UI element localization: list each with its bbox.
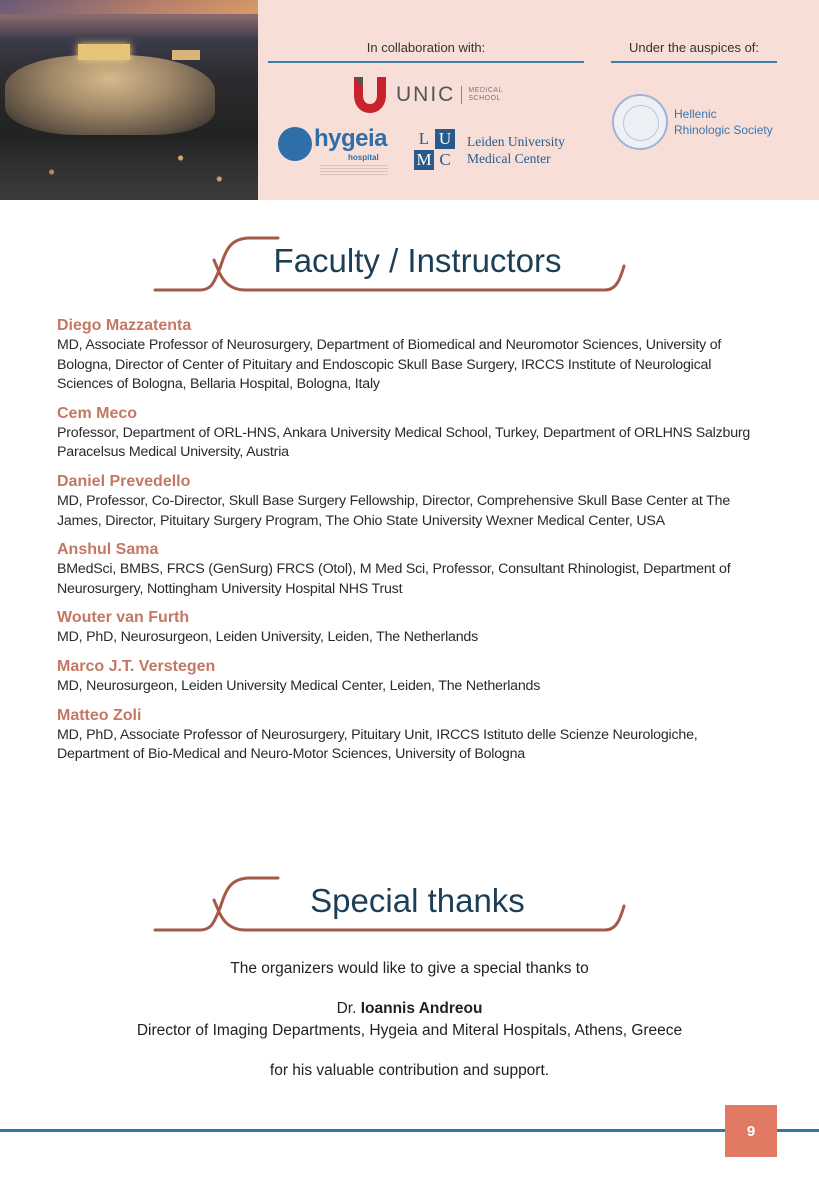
member-name: Anshul Sama [57, 541, 159, 559]
page-number-badge: 9 [725, 1105, 777, 1157]
lumc-emblem-icon [414, 129, 455, 170]
unic-shield-icon [354, 77, 386, 113]
hygeia-name: hygeia [314, 125, 388, 152]
faculty-member [57, 404, 757, 463]
unic-logo [354, 77, 503, 113]
society-name-line2: Rhinologic Society [674, 123, 773, 137]
unic-sub-line2: SCHOOL [468, 95, 501, 102]
thanks-title: Special thanks [310, 882, 525, 919]
unic-subtitle [468, 87, 503, 103]
lumc-letter: U [435, 129, 455, 149]
member-description: MD, PhD, Associate Professor of Neurosurgery, Pituitary Unit, IRCCS Istituto delle Scienze Neurologiche, Department of Bio-Medical and Neuro-Motor Sciences, University of Bologna [57, 726, 698, 763]
member-name: Wouter van Furth [57, 609, 190, 627]
member-name: Matteo Zoli [57, 706, 142, 724]
member-name: Cem Meco [57, 404, 138, 422]
honoree-prefix: Dr. [336, 1000, 357, 1017]
society-seal-icon [612, 94, 668, 150]
header-banner [0, 0, 819, 200]
society-name-line1: Hellenic [674, 107, 717, 121]
collaboration-label: In collaboration with: [366, 40, 486, 55]
honoree-name: Ioannis Andreou [360, 1000, 483, 1017]
faculty-member [57, 608, 757, 648]
lumc-letter: M [414, 150, 434, 170]
collaboration-divider [268, 61, 584, 63]
thanks-closing: for his valuable contribution and support. [269, 1062, 550, 1079]
member-description: BMedSci, BMBS, FRCS (GenSurg) FRCS (Otol), M Med Sci, Professor, Consultant Rhinologist, Department of Neurosurgery, Nottingham University Hospital NHS Trust [57, 561, 731, 597]
auspices-label: Under the auspices of: [628, 40, 760, 55]
faculty-title: Faculty / Instructors [273, 242, 562, 279]
hellenic-rhinologic-society-logo [612, 94, 773, 150]
thanks-section-heading [150, 870, 630, 936]
lumc-name [467, 133, 565, 167]
faculty-list [57, 316, 757, 774]
acropolis-photo [0, 0, 258, 200]
unic-sub-line1: MEDICAL [468, 87, 503, 94]
member-description: MD, Associate Professor of Neurosurgery, Department of Biomedical and Neuromotor Sciences, University of Bologna, Director of Center of Pituitary and Endoscopic Skull Base Surgery, IRCCS Institute of Neurological Sciences of Bologna, Bellaria Hospital, Bologna, Italy [57, 337, 722, 393]
faculty-member [57, 540, 757, 599]
faculty-member [57, 706, 757, 765]
faculty-member [57, 316, 757, 395]
faculty-section-heading [150, 230, 630, 296]
faculty-member [57, 657, 757, 697]
auspices-divider [611, 61, 777, 63]
lumc-name-line1: Leiden University [467, 133, 565, 149]
society-name [674, 106, 773, 138]
lumc-logo [414, 129, 565, 170]
unic-name: UNIC [396, 83, 456, 106]
member-description: MD, PhD, Neurosurgeon, Leiden University, Leiden, The Netherlands [57, 629, 478, 646]
hygeia-emblem-icon [278, 127, 312, 161]
faculty-member [57, 472, 757, 531]
member-name: Marco J.T. Verstegen [57, 657, 216, 675]
member-description: MD, Professor, Co-Director, Skull Base Surgery Fellowship, Director, Comprehensive Skull Base Center at The James, Director, Pituitary Surgery Program, The Ohio State University Wexner Medical Center, USA [57, 492, 731, 529]
member-description: MD, Neurosurgeon, Leiden University Medical Center, Leiden, The Netherlands [57, 677, 541, 694]
honoree [0, 998, 819, 1020]
footer-divider [0, 1129, 819, 1132]
member-description: Professor, Department of ORL-HNS, Ankara University Medical School, Turkey, Department of ORLHNS Salzburg Paracelsus Medical University, Austria [57, 424, 751, 461]
member-name: Daniel Prevedello [57, 472, 191, 490]
thanks-body [0, 958, 819, 1082]
thanks-intro: The organizers would like to give a special thanks to [230, 960, 589, 977]
lumc-letter: C [439, 150, 451, 169]
honoree-role: Director of Imaging Departments, Hygeia and Miteral Hospitals, Athens, Greece [136, 1022, 683, 1039]
lumc-name-line2: Medical Center [467, 150, 551, 166]
member-name: Diego Mazzatenta [57, 317, 192, 334]
hygeia-logo [278, 125, 398, 177]
hygeia-subtitle: hospital [348, 153, 379, 162]
lumc-letter: L [418, 129, 430, 148]
